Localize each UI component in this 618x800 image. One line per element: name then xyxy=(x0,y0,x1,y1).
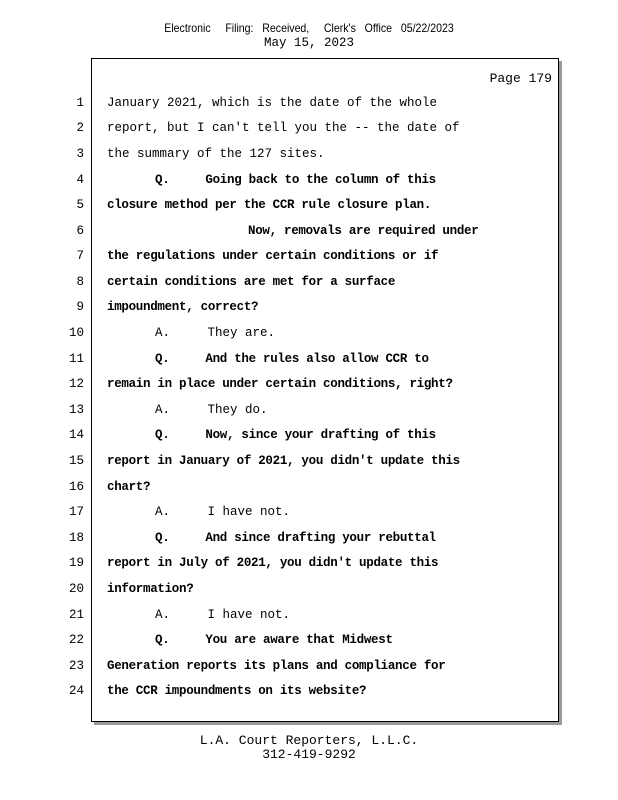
transcript-line: remain in place under certain conditions, right? xyxy=(107,377,453,391)
line-number: 15 xyxy=(68,454,84,468)
transcript-line: chart? xyxy=(107,480,151,494)
line-number: 23 xyxy=(68,659,84,673)
transcript-line: the CCR impoundments on its website? xyxy=(107,684,367,698)
page-number: Page 179 xyxy=(489,71,552,86)
line-number: 12 xyxy=(68,377,84,391)
transcript-line: A. I have not. xyxy=(155,505,291,519)
transcript-line: report in July of 2021, you didn't update this xyxy=(107,556,439,570)
line-number: 14 xyxy=(68,428,84,442)
transcript-line: certain conditions are met for a surface xyxy=(107,275,396,289)
transcript-line: A. They do. xyxy=(155,403,268,417)
transcript-line: closure method per the CCR rule closure plan. xyxy=(107,198,432,212)
transcript-line: Q. Now, since your drafting of this xyxy=(155,428,436,442)
transcript-line: Now, removals are required under xyxy=(248,224,479,238)
line-number: 8 xyxy=(76,275,84,289)
line-number: 18 xyxy=(68,531,84,545)
transcript-line: Q. And since drafting your rebuttal xyxy=(155,531,436,545)
line-number: 24 xyxy=(68,684,84,698)
line-number: 10 xyxy=(68,326,84,340)
transcript-line: the summary of the 127 sites. xyxy=(107,147,325,161)
line-number: 9 xyxy=(76,300,84,314)
line-number: 7 xyxy=(76,249,84,263)
filing-stamp: Electronic Filing: Received, Clerk's Office 05/22/2023 xyxy=(164,21,454,35)
line-number: 17 xyxy=(68,505,84,519)
line-number: 16 xyxy=(68,480,84,494)
line-number: 21 xyxy=(68,608,84,622)
line-number: 22 xyxy=(68,633,84,647)
transcript-date: May 15, 2023 xyxy=(263,36,354,50)
transcript-line: report, but I can't tell you the -- the date of xyxy=(107,121,460,135)
line-number: 13 xyxy=(68,403,84,417)
transcript-line: the regulations under certain conditions or if xyxy=(107,249,439,263)
transcript-line: Q. You are aware that Midwest xyxy=(155,633,393,647)
transcript-line: report in January of 2021, you didn't update this xyxy=(107,454,460,468)
line-number: 3 xyxy=(76,147,84,161)
transcript-line: January 2021, which is the date of the whole xyxy=(107,96,438,110)
transcript-line: Q. Going back to the column of this xyxy=(155,173,436,187)
court-reporter-phone: 312-419-9292 xyxy=(262,747,356,762)
transcript-line: impoundment, correct? xyxy=(107,300,259,314)
line-number: 11 xyxy=(68,352,84,366)
line-number: 20 xyxy=(68,582,84,596)
transcript-line: Generation reports its plans and compliance for xyxy=(107,659,446,673)
court-reporter-name: L.A. Court Reporters, L.L.C. xyxy=(199,733,419,748)
line-number: 5 xyxy=(76,198,84,212)
line-number: 4 xyxy=(76,173,84,187)
transcript-line: A. They are. xyxy=(155,326,276,340)
line-number: 19 xyxy=(68,556,84,570)
transcript-line: information? xyxy=(107,582,194,596)
transcript-line: A. I have not. xyxy=(155,608,291,622)
line-number: 6 xyxy=(76,224,84,238)
transcript-line: Q. And the rules also allow CCR to xyxy=(155,352,429,366)
line-number: 2 xyxy=(76,121,84,135)
line-number: 1 xyxy=(76,96,84,110)
